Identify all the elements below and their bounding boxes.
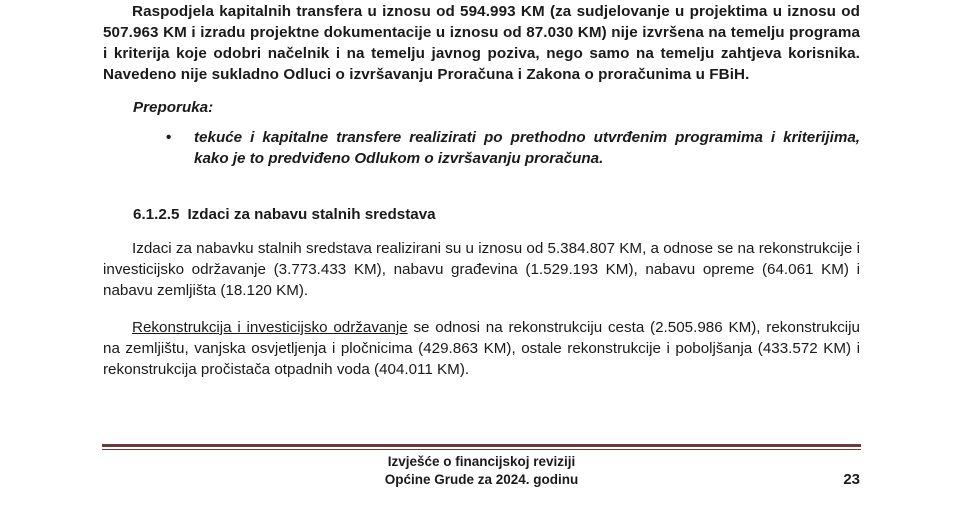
footer-divider-thick bbox=[102, 444, 861, 447]
reconstruction-paragraph bbox=[103, 317, 860, 380]
bullet-icon: • bbox=[166, 129, 172, 146]
footer-report-subtitle: Općine Grude za 2024. godinu bbox=[384, 472, 579, 487]
section-number: 6.1.2.5 bbox=[133, 206, 180, 223]
transfers-paragraph: Raspodjela kapitalnih transfera u iznosu od 594.993 KM (za sudjelovanje u projektima u iznosu od 507.963 KM i izradu projektne dokumentacije u iznosu od 87.030 KM) nije izvršena na temelju programa i kriterija koje odobri načelnik i na temelju javnog poziva, nego samo na temelju zahtjeva korisnika. Navedeno nije sukladno Odluci o izvršavanju Proračuna i Zakona o proračunima u FBiH. bbox=[103, 3, 860, 83]
reconstruction-rest: se odnosi na rekonstrukciju cesta (2.505.986 KM), rekonstrukciju na zemljištu, vanjska osvjetljenja i pločnicima (429.863 KM), ostale rekonstrukcije i poboljšanja (433.572 KM) i rekonstrukcija pročistača otpadnih voda (404.011 KM). bbox=[103, 319, 860, 378]
section-title: Izdaci za nabavu stalnih sredstava bbox=[187, 206, 436, 223]
footer-divider-thin bbox=[102, 449, 861, 450]
reconstruction-lead: Rekonstrukcija i investicijsko održavanje bbox=[132, 319, 408, 336]
recommendation-title: Preporuka: bbox=[133, 99, 214, 116]
page-number: 23 bbox=[843, 471, 860, 488]
footer-report-title: Izvješće o financijskoj reviziji bbox=[387, 454, 576, 469]
recommendation-item: tekuće i kapitalne transfere realizirati po prethodno utvrđenim programima i kriterijima, kako je to predviđeno Odlukom o izvršavanju proračuna. bbox=[194, 129, 860, 167]
section-heading bbox=[133, 205, 436, 225]
fixed-assets-paragraph: Izdaci za nabavku stalnih sredstava realizirani su u iznosu od 5.384.807 KM, a odnose se na rekonstrukcije i investicijsko održavanje (3.773.433 KM), nabavu građevina (1.529.193 KM), nabavu opreme (64.061 KM) i nabavu zemljišta (18.120 KM). bbox=[103, 240, 860, 299]
